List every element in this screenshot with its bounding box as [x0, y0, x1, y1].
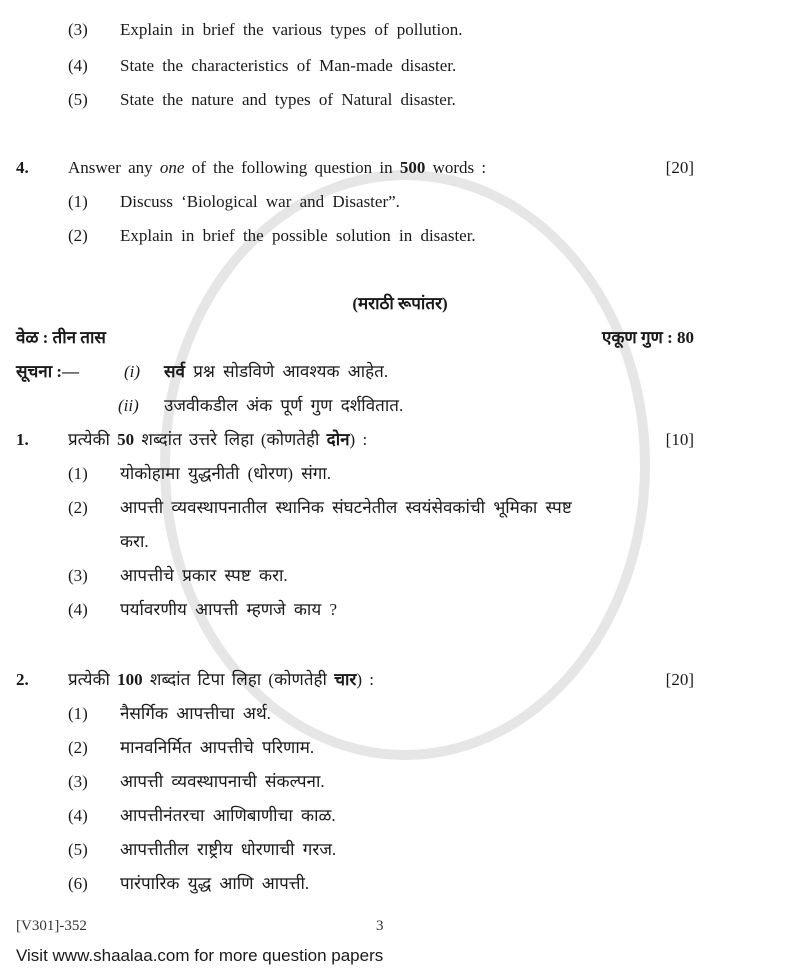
- item-text: Discuss ‘Biological war and Disaster”.: [120, 192, 400, 211]
- item-number: (1): [68, 192, 88, 211]
- item-text: पारंपारिक युद्ध आणि आपत्ती.: [120, 874, 310, 893]
- item-number: (3): [68, 20, 88, 39]
- instruction: [0, 360, 800, 384]
- list-item: [0, 702, 800, 726]
- question-number: 4.: [16, 158, 29, 177]
- item-text: आपत्तीनंतरचा आणिबाणीचा काळ.: [120, 806, 336, 825]
- question-text: [68, 668, 374, 692]
- text-bold: चार: [334, 670, 357, 689]
- question-number: 1.: [16, 430, 29, 449]
- item-text: करा.: [120, 532, 149, 551]
- item-text: State the nature and types of Natural disaster.: [120, 90, 456, 109]
- item-text: मानवनिर्मित आपत्तीचे परिणाम.: [120, 738, 315, 757]
- list-item-continuation: [0, 530, 800, 554]
- item-text: आपत्तीचे प्रकार स्पष्ट करा.: [120, 566, 288, 585]
- page-number: 3: [376, 918, 384, 934]
- text: प्रत्येकी: [68, 430, 110, 449]
- item-number: (4): [68, 56, 88, 75]
- list-item: [0, 224, 800, 248]
- list-item: [0, 564, 800, 588]
- list-item: [0, 872, 800, 896]
- text: ) :: [356, 670, 374, 689]
- list-item: [0, 54, 800, 78]
- list-item: [0, 838, 800, 862]
- item-text: Explain in brief the possible solution in disaster.: [120, 226, 476, 245]
- text: शब्दांत टिपा लिहा (कोणतेही: [149, 670, 327, 689]
- item-number: (1): [68, 704, 88, 723]
- text-bold: 100: [117, 670, 143, 689]
- text: of the following question in: [191, 158, 393, 177]
- time-total-row: [0, 326, 800, 350]
- text: ) :: [349, 430, 368, 449]
- marks: [10]: [665, 430, 694, 449]
- item-number: (2): [68, 498, 88, 517]
- text: उजवीकडील अंक पूर्ण गुण दर्शवितात.: [164, 396, 404, 415]
- marks: [20]: [665, 158, 694, 177]
- item-number: (6): [68, 874, 88, 893]
- question-2: [0, 668, 800, 692]
- item-number: (3): [68, 566, 88, 585]
- item-text: योकोहामा युद्धनीती (धोरण) संगा.: [120, 464, 331, 483]
- text: प्रत्येकी: [68, 670, 110, 689]
- item-text: आपत्तीतील राष्ट्रीय धोरणाची गरज.: [120, 840, 337, 859]
- item-number: (3): [68, 772, 88, 791]
- question-text: [68, 156, 486, 180]
- item-number: (2): [68, 226, 88, 245]
- question-text: [68, 428, 367, 452]
- item-number: (5): [68, 90, 88, 109]
- list-item: [0, 598, 800, 622]
- item-text: पर्यावरणीय आपत्ती म्हणजे काय ?: [120, 600, 337, 619]
- item-number: (2): [68, 738, 88, 757]
- footer-link[interactable]: Visit www.shaalaa.com for more question papers: [16, 946, 384, 965]
- item-text: आपत्ती व्यवस्थापनाची संकल्पना.: [120, 772, 325, 791]
- list-item: [0, 88, 800, 112]
- question-1: [0, 428, 800, 452]
- list-item: [0, 804, 800, 828]
- list-item: [0, 18, 800, 42]
- text: शब्दांत उत्तरे लिहा (कोणतेही: [141, 430, 320, 449]
- item-number: (4): [68, 806, 88, 825]
- item-text: आपत्ती व्यवस्थापनातील स्थानिक संघटनेतील स्वयंसेवकांची भूमिका स्पष्ट: [120, 498, 572, 517]
- item-text: नैसर्गिक आपत्तीचा अर्थ.: [120, 704, 271, 723]
- item-text: Explain in brief the various types of pollution.: [120, 20, 463, 39]
- item-number: (4): [68, 600, 88, 619]
- question-4: [0, 156, 800, 180]
- item-number: (ii): [118, 396, 139, 415]
- list-item: [0, 496, 800, 520]
- text: प्रश्न सोडविणे आवश्यक आहेत.: [193, 362, 389, 381]
- item-text: State the characteristics of Man-made disaster.: [120, 56, 457, 75]
- item-number: (i): [124, 362, 141, 381]
- text-emph: one: [159, 158, 185, 177]
- paper-code: [V301]-352: [16, 918, 87, 934]
- item-number: (5): [68, 840, 88, 859]
- instructions-label: सूचना :—: [16, 362, 80, 381]
- item-number: (1): [68, 464, 88, 483]
- text-bold: दोन: [326, 430, 350, 449]
- paper-code-row: [16, 916, 784, 936]
- text: words :: [432, 158, 487, 177]
- instruction: [0, 394, 800, 418]
- text-bold: सर्व: [164, 362, 185, 381]
- list-item: [0, 462, 800, 486]
- list-item: [0, 736, 800, 760]
- text: Answer any: [68, 158, 153, 177]
- marathi-heading: [0, 292, 800, 316]
- text-bold: 500: [399, 158, 426, 177]
- text-bold: 50: [117, 430, 135, 449]
- time: वेळ : तीन तास: [16, 328, 106, 347]
- marks: [20]: [665, 670, 694, 689]
- question-number: 2.: [16, 670, 29, 689]
- list-item: [0, 190, 800, 214]
- list-item: [0, 770, 800, 794]
- heading-text: (मराठी रूपांतर): [352, 294, 448, 313]
- total-marks: एकूण गुण : 80: [601, 328, 694, 347]
